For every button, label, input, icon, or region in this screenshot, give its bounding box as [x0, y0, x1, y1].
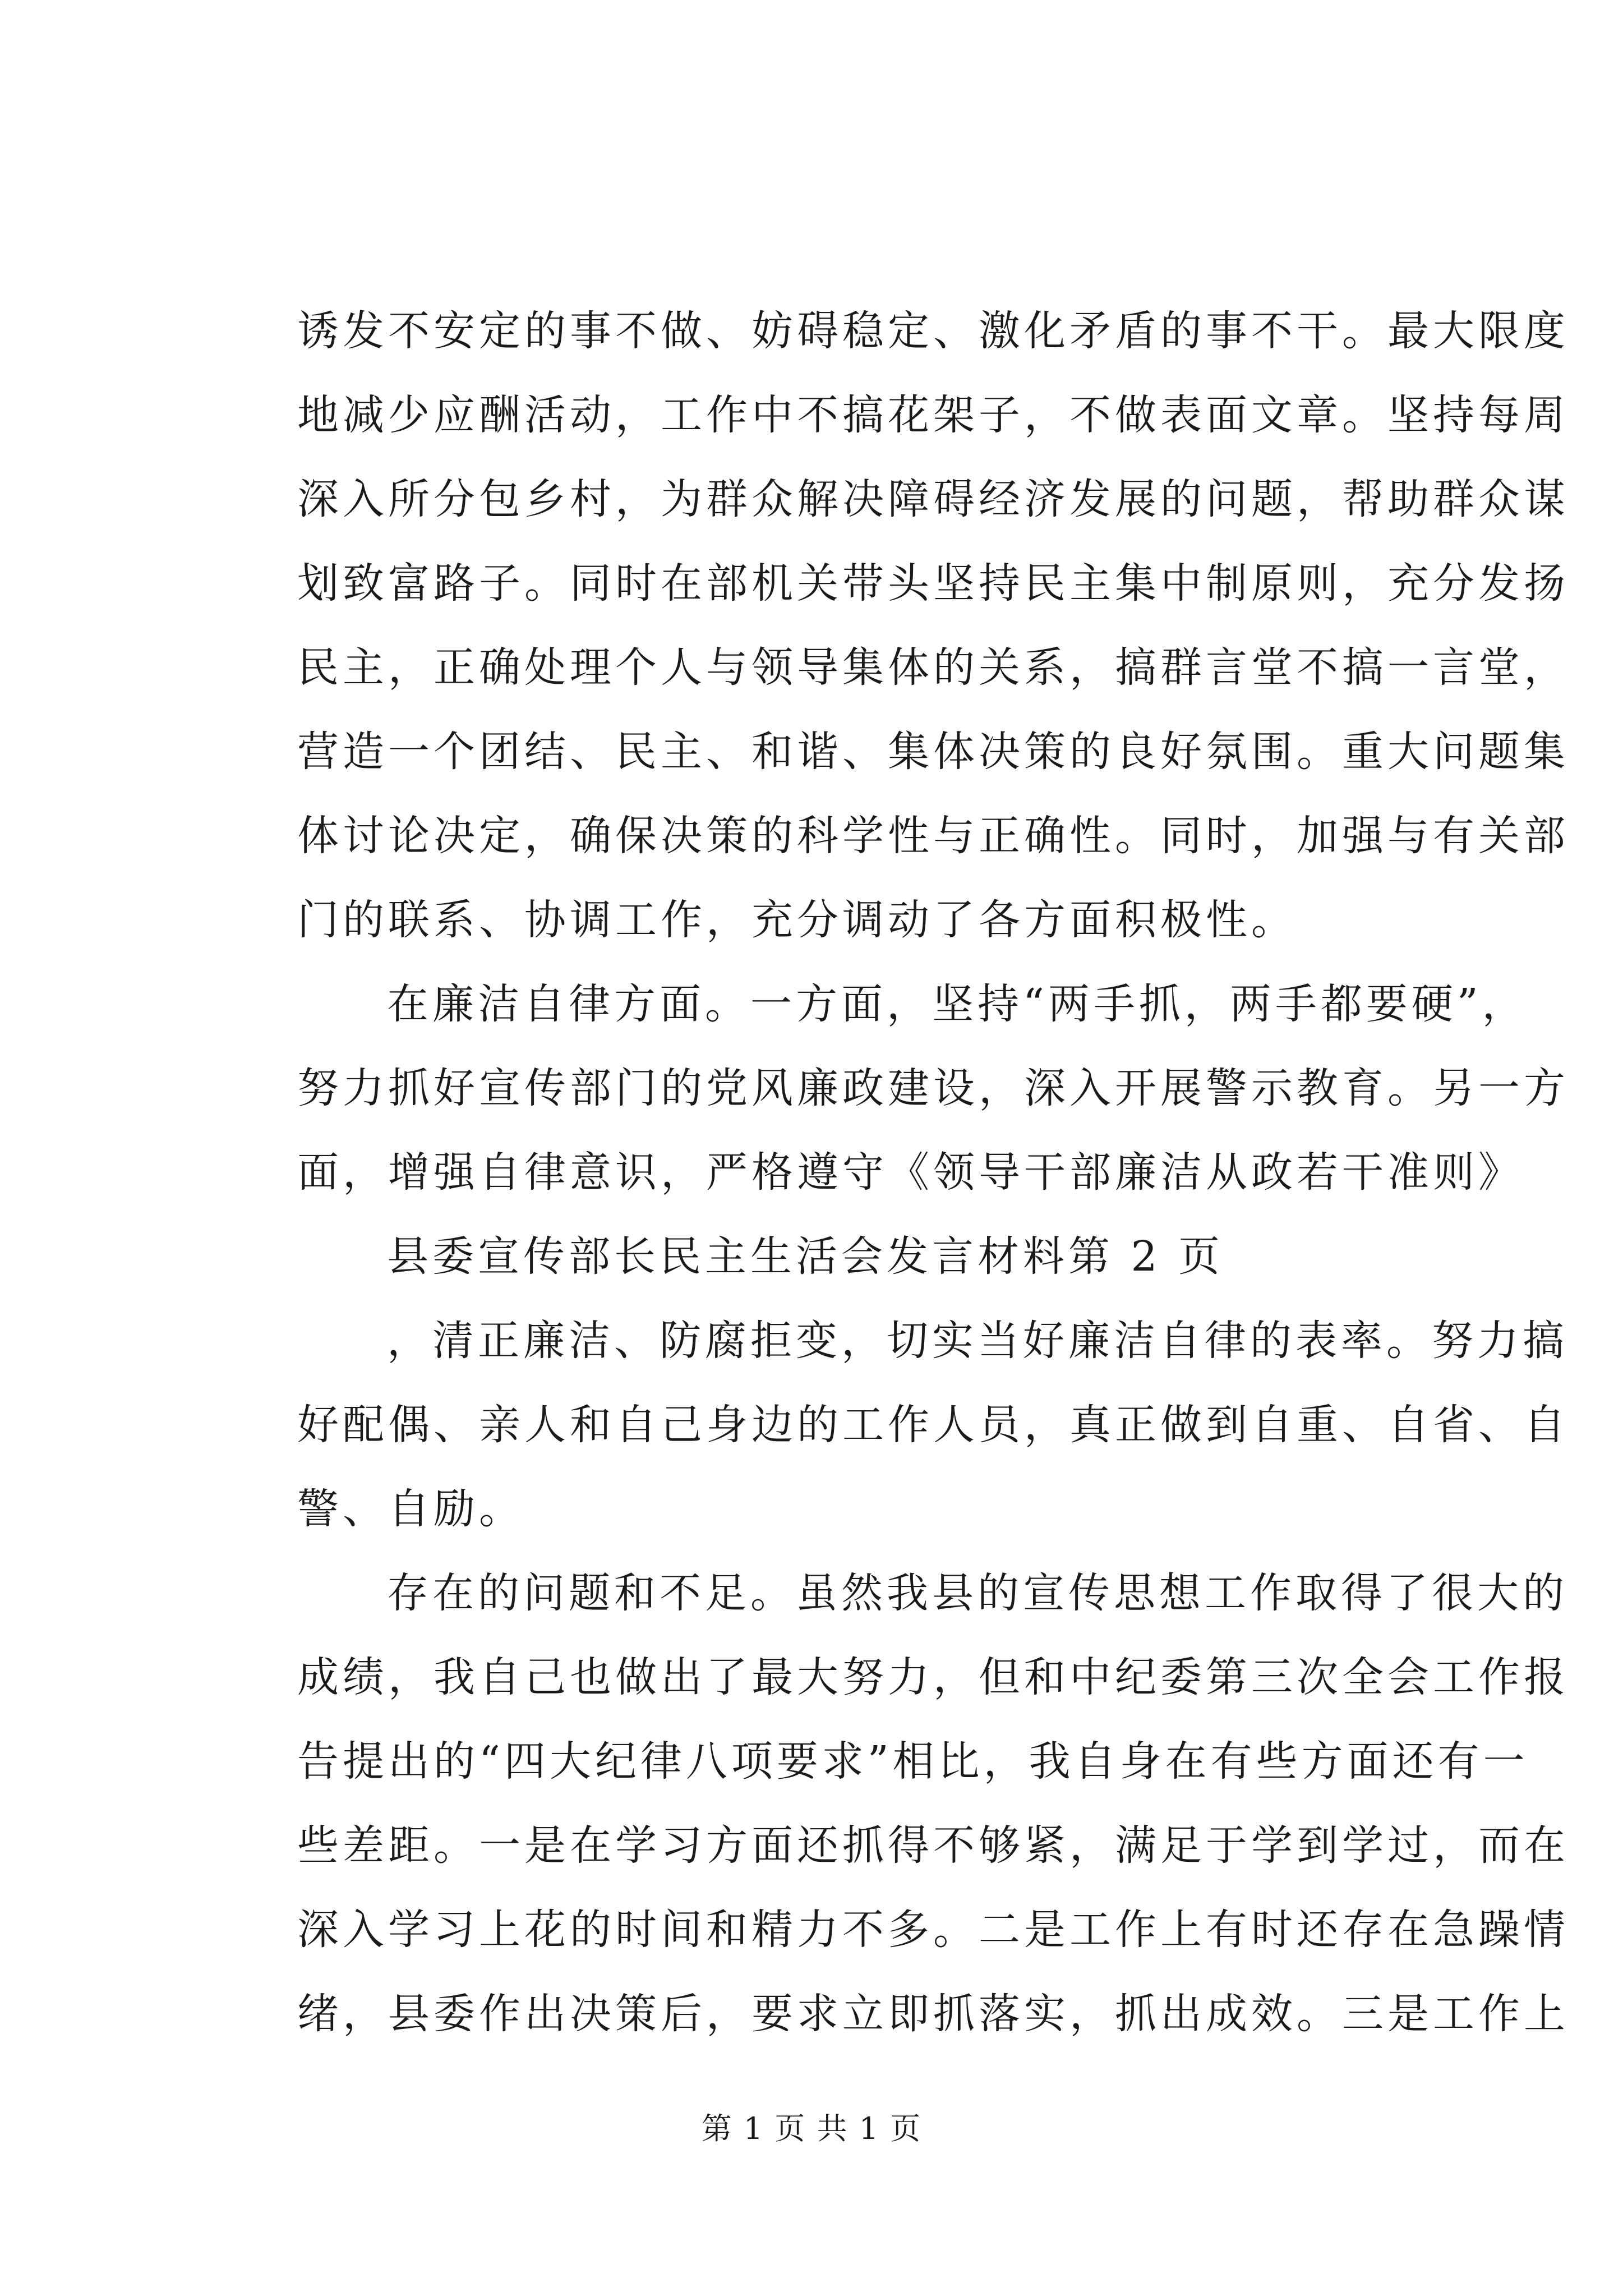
body-line: 地减少应酬活动，工作中不搞花架子，不做表面文章。坚持每周 — [297, 391, 1569, 439]
page-title-line: 县委宣传部长民主生活会发言材料第 2 页 — [387, 1232, 1224, 1281]
body-line: 营造一个团结、民主、和谐、集体决策的良好氛围。重大问题集 — [297, 728, 1569, 776]
body-line: 体讨论决定，确保决策的科学性与正确性。同时，加强与有关部 — [297, 812, 1569, 860]
body-line: 成绩，我自己也做出了最大努力，但和中纪委第三次全会工作报 — [297, 1653, 1569, 1701]
body-line: 好配偶、亲人和自己身边的工作人员，真正做到自重、自省、自 — [297, 1401, 1569, 1449]
paragraph-start-line: 在廉洁自律方面。一方面，坚持“两手抓，两手都要硬”， — [387, 980, 1528, 1028]
body-line: 诱发不安定的事不做、妨碍稳定、激化矛盾的事不干。最大限度 — [297, 307, 1569, 355]
paragraph-start-line: 存在的问题和不足。虽然我县的宣传思想工作取得了很大的 — [387, 1569, 1568, 1617]
body-line: 绪，县委作出决策后，要求立即抓落实，抓出成效。三是工作上 — [297, 1990, 1569, 2038]
body-line: 些差距。一是在学习方面还抓得不够紧，满足于学到学过，而在 — [297, 1821, 1569, 1870]
paragraph-start-line: ，清正廉洁、防腐拒变，切实当好廉洁自律的表率。努力搞 — [387, 1317, 1568, 1365]
page-footer: 第 1 页 共 1 页 — [701, 2111, 922, 2146]
body-line: 努力抓好宣传部门的党风廉政建设，深入开展警示教育。另一方 — [297, 1064, 1569, 1112]
body-line: 划致富路子。同时在部机关带头坚持民主集中制原则，充分发扬 — [297, 559, 1569, 608]
body-line: 深入所分包乡村，为群众解决障碍经济发展的问题，帮助群众谋 — [297, 475, 1569, 523]
body-line: 告提出的“四大纪律八项要求”相比，我自身在有些方面还有一 — [297, 1737, 1529, 1786]
body-line: 深入学习上花的时间和精力不多。二是工作上有时还存在急躁情 — [297, 1906, 1569, 1954]
body-line: 警、自励。 — [297, 1485, 524, 1533]
body-line: 民主，正确处理个人与领导集体的关系，搞群言堂不搞一言堂， — [297, 643, 1569, 692]
body-line: 面，增强自律意识，严格遵守《领导干部廉洁从政若干准则》 — [297, 1148, 1524, 1197]
body-line: 门的联系、协调工作，充分调动了各方面积极性。 — [297, 896, 1297, 944]
